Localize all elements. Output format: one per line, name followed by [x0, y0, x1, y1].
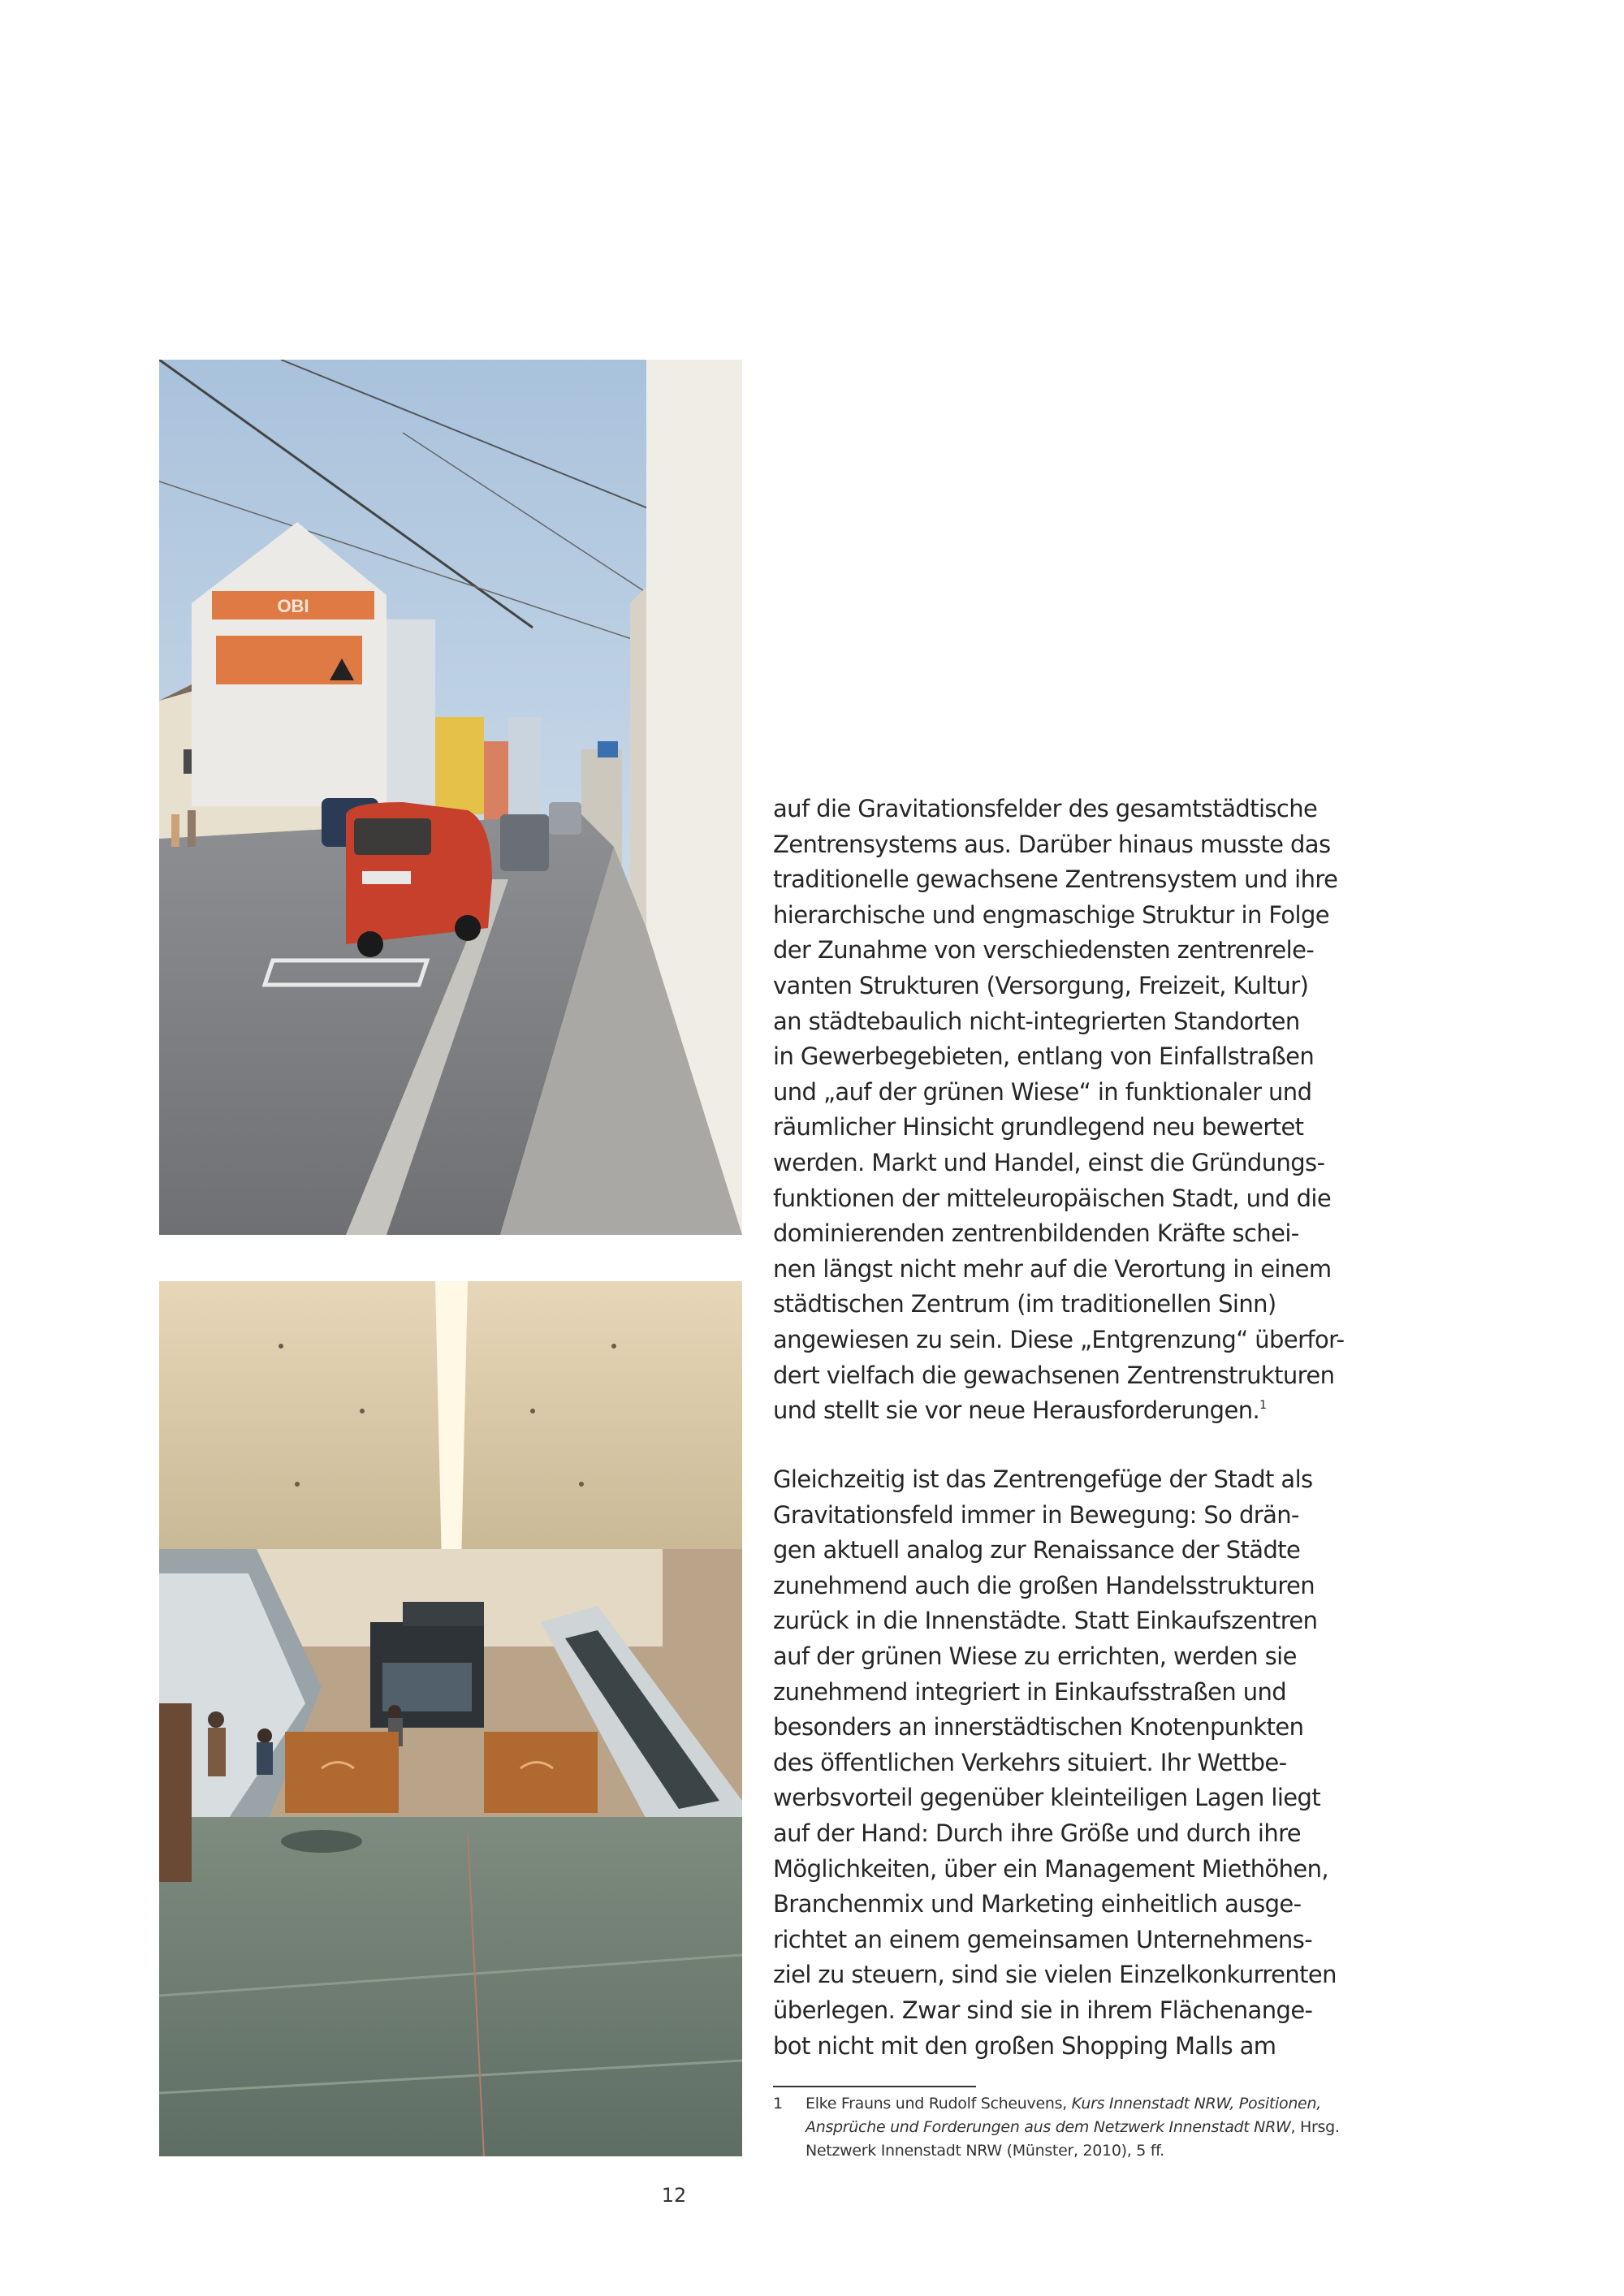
- footnote-number: 1: [773, 2095, 783, 2113]
- text-line: werbsvorteil gegenüber kleinteiligen Lagen liegt: [773, 1784, 1321, 1812]
- footnote-editor: , Hrsg.: [1290, 2118, 1340, 2136]
- text-line: Branchenmix und Marketing einheitlich ausge-: [773, 1890, 1302, 1918]
- text-line: überlegen. Zwar sind sie in ihrem Flächenange-: [773, 1996, 1313, 2024]
- text-line: und „auf der grünen Wiese“ in funktionaler und: [773, 1077, 1312, 1106]
- text-line: besonders an innerstädtischen Knotenpunkten: [773, 1713, 1304, 1741]
- text-line: auf die Gravitationsfelder des gesamtstädtische: [773, 795, 1318, 822]
- text-line: auf der grünen Wiese zu errichten, werden sie: [773, 1642, 1297, 1670]
- text-line: angewiesen zu sein. Diese „Entgrenzung“ überfor-: [773, 1325, 1345, 1353]
- text-line: auf der Hand: Durch ihre Größe und durch ihre: [773, 1819, 1302, 1847]
- footnote-line-3: Netzwerk Innenstadt NRW (Münster, 2010), 5 ff.: [806, 2142, 1164, 2160]
- footnote-line-1: [806, 2092, 1390, 2116]
- text-line: zunehmend auch die großen Handelsstrukturen: [773, 1571, 1315, 1599]
- text-line: ziel zu steuern, sind sie vielen Einzelkonkurrenten: [773, 1961, 1337, 1989]
- mall-photo: [159, 1281, 742, 2156]
- street-photo: [159, 360, 742, 1235]
- text-line: Gravitationsfeld immer in Bewegung: So drän-: [773, 1500, 1299, 1529]
- text-line: vanten Strukturen (Versorgung, Freizeit, Kultur): [773, 971, 1309, 999]
- text-line: städtischen Zentrum (im traditionellen Sinn): [773, 1290, 1276, 1318]
- body-paragraph-2: [773, 1462, 1374, 2064]
- text-line: dominierenden zentrenbildenden Kräfte schei-: [773, 1219, 1299, 1248]
- obi-sign: OBI: [277, 596, 309, 616]
- footnote-title-part2: Ansprüche und Forderungen aus dem Netzwerk Innenstadt NRW: [806, 2118, 1291, 2136]
- body-paragraph-1: [773, 792, 1374, 1429]
- text-line: in Gewerbegebieten, entlang von Einfallstraßen: [773, 1042, 1315, 1071]
- page-number: 12: [661, 2184, 687, 2207]
- text-line: zunehmend integriert in Einkaufsstraßen und: [773, 1677, 1287, 1706]
- text-line: werden. Markt und Handel, einst die Gründungs-: [773, 1148, 1325, 1176]
- text-line: an städtebaulich nicht-integrierten Standorten: [773, 1007, 1300, 1035]
- text-line: richtet an einem gemeinsamen Unternehmens-: [773, 1925, 1313, 1953]
- text-line: der Zunahme von verschiedensten zentrenrele-: [773, 936, 1315, 965]
- text-line: und stellt sie vor neue Herausforderungen.: [773, 1396, 1260, 1425]
- footnote-title-part1: Kurs Innenstadt NRW, Positionen,: [1071, 2095, 1321, 2113]
- text-line: funktionen der mitteleuropäischen Stadt, und die: [773, 1184, 1332, 1212]
- text-line: nen längst nicht mehr auf die Verortung in einem: [773, 1254, 1332, 1283]
- text-line: gen aktuell analog zur Renaissance der Städte: [773, 1536, 1301, 1564]
- text-line: Gleichzeitig ist das Zentrengefüge der Stadt als: [773, 1465, 1313, 1493]
- street-scene-illustration: [159, 360, 742, 1235]
- text-line: dert vielfach die gewachsenen Zentrenstrukturen: [773, 1361, 1335, 1389]
- mall-interior-illustration: [159, 1281, 742, 2156]
- footnote: [773, 2092, 1390, 2163]
- text-line-last: [773, 1393, 1374, 1429]
- footnote-authors: Elke Frauns und Rudolf Scheuvens,: [806, 2095, 1072, 2113]
- text-line: bot nicht mit den großen Shopping Malls am: [773, 2031, 1276, 2060]
- text-line: Möglichkeiten, über ein Management Miethöhen,: [773, 1854, 1329, 1883]
- footnote-reference[interactable]: 1: [1259, 1399, 1267, 1413]
- text-line: räumlicher Hinsicht grundlegend neu bewertet: [773, 1113, 1304, 1142]
- text-line: des öffentlichen Verkehrs situiert. Ihr Wettbe-: [773, 1748, 1287, 1776]
- text-line: traditionelle gewachsene Zentrensystem und ihre: [773, 865, 1338, 894]
- footnote-line-2: [806, 2116, 1390, 2139]
- footnote-divider: [773, 2086, 976, 2087]
- text-line: zurück in die Innenstädte. Statt Einkaufszentren: [773, 1607, 1318, 1635]
- text-line: hierarchische und engmaschige Struktur in Folge: [773, 900, 1330, 929]
- text-line: Zentrensystems aus. Darüber hinaus musste das: [773, 830, 1331, 858]
